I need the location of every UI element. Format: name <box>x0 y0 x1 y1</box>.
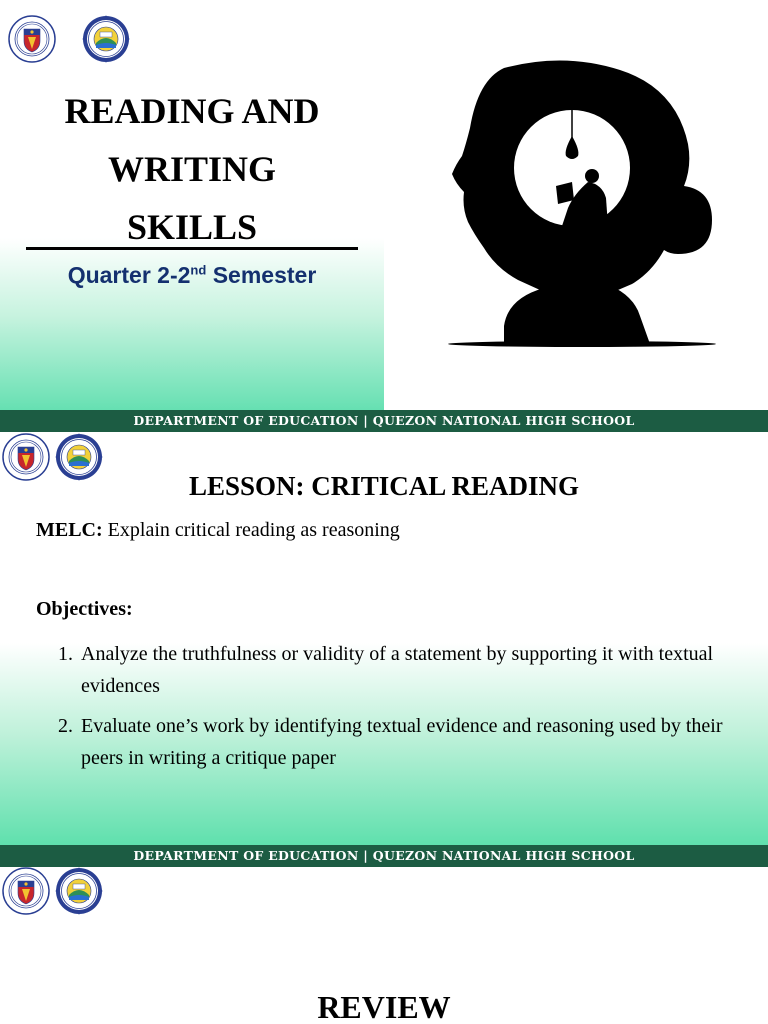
subtitle-suffix: Semester <box>206 262 317 288</box>
melc-line <box>36 519 400 542</box>
slide-title <box>0 0 768 433</box>
objective-item <box>58 710 748 774</box>
objective-text: Analyze the truthfulness or validity of a statement by supporting it with textual evidences <box>81 643 714 697</box>
review-heading: REVIEW <box>317 989 451 1024</box>
objective-item <box>58 638 748 702</box>
objectives-label: Objectives: <box>36 598 133 620</box>
head-silhouette-reading-icon <box>444 58 720 354</box>
subtitle <box>0 262 384 289</box>
title-line-3: SKILLS <box>126 207 258 247</box>
melc-label: MELC: <box>36 519 103 541</box>
objectives-list <box>58 638 748 782</box>
subtitle-prefix: Quarter 2-2 <box>67 262 191 288</box>
slide-lesson <box>0 433 768 867</box>
footer-bar: DEPARTMENT OF EDUCATION | QUEZON NATIONAL HIGH SCHOOL <box>0 845 768 867</box>
deped-seal-icon <box>8 15 56 63</box>
presentation-title <box>0 82 384 256</box>
title-line-2: WRITING <box>107 149 277 189</box>
melc-text: Explain critical reading as reasoning <box>102 519 400 541</box>
title-divider <box>26 247 358 250</box>
objective-number: 1. <box>58 643 73 665</box>
footer-bar: DEPARTMENT OF EDUCATION | QUEZON NATIONAL HIGH SCHOOL <box>0 410 768 432</box>
lesson-heading: LESSON: CRITICAL READING <box>188 471 580 501</box>
deped-seal-icon <box>2 867 50 915</box>
objective-number: 2. <box>58 715 73 737</box>
school-seal-icon <box>82 15 130 63</box>
subtitle-superscript: nd <box>190 262 207 278</box>
objective-text: Evaluate one’s work by identifying textual evidence and reasoning used by their peers in writing a critique paper <box>81 715 723 769</box>
title-line-1: READING AND <box>64 91 320 131</box>
school-seal-icon <box>55 867 103 915</box>
slide-review <box>0 867 768 1024</box>
